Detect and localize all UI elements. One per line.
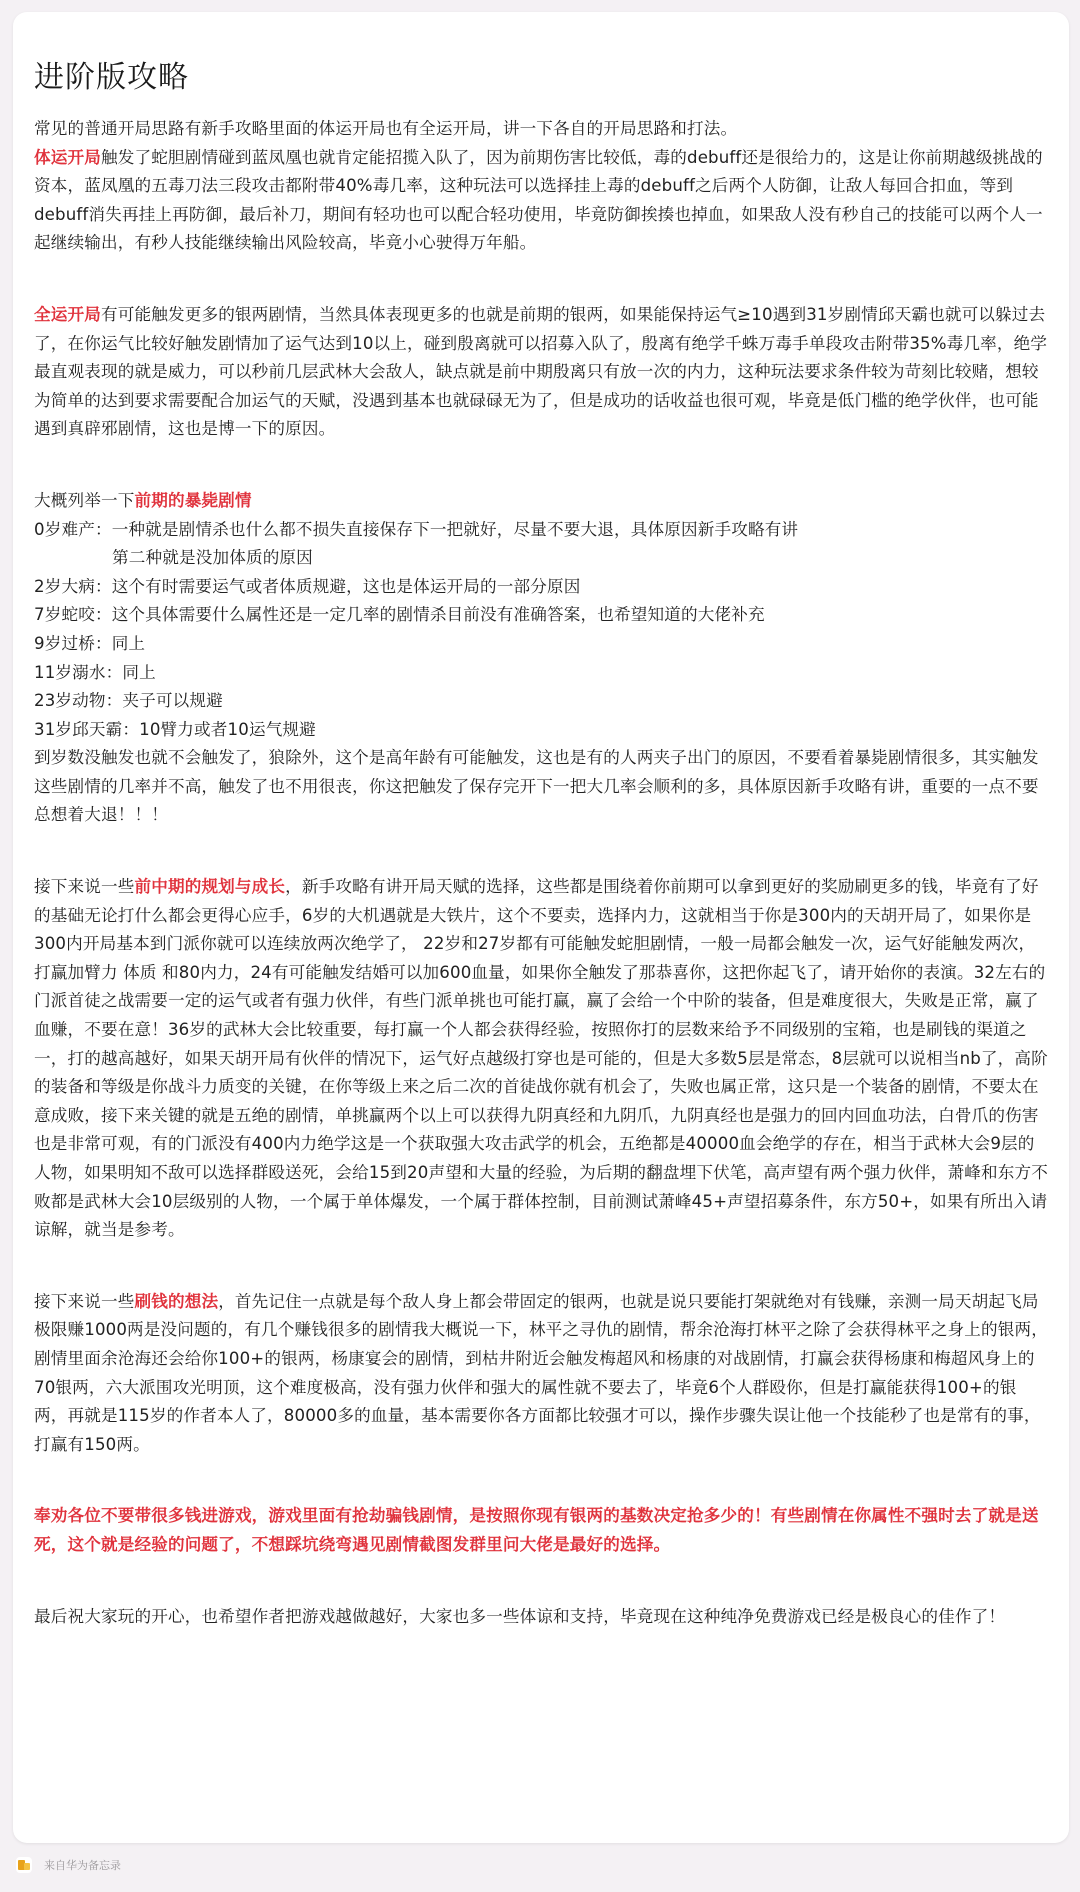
event-item [34,659,1049,688]
tiyun-text: 触发了蛇胆剧情碰到蓝凤凰也就肯定能招揽入队了，因为前期伤害比较低，毒的debuff还是很给力的，这是让你前期越级挑战的资本，蓝凤凰的五毒刀法三段攻击都附带40%毒几率，这种玩法可以选择挂上毒的debuff之后两个人防御，让敌人每回合扣血，等到debuff消失再挂上再防御，最后补刀，期间有轻功也可以配合轻功使用，毕竟防御挨揍也掉血，如果敌人没有秒自己的技能可以两个人一起继续输出，有秒人技能继续输出风险较高，毕竟小心驶得万年船。 [34,147,1043,253]
event-label: 23岁动物： [34,691,123,711]
source-footer [16,1853,121,1877]
growth-lead: 接下来说一些 [34,877,135,897]
money-lead: 接下来说一些 [34,1291,135,1311]
warning-paragraph: 奉劝各位不要带很多钱进游戏，游戏里面有抢劫骗钱剧情，是按照你现有银两的基数决定抢多少的！有些剧情在你属性不强时去了就是送死，这个就是经验的问题了，不想踩坑绕弯遇见剧情截图发群里问大佬是最好的选择。 [34,1506,1039,1554]
growth-text: ，新手攻略有讲开局天赋的选择，这些都是围绕着你前期可以拿到更好的奖励刷更多的钱，毕竟有了好的基础无论打什么都会更得心应手，6岁的大机遇就是大铁片，这个不要卖，选择内力，这就相当于你是300内的天胡开局了，如果你是300内开局基本到门派你就可以连续放两次绝学了， 22岁和27岁都有可能触发蛇胆剧情，一般一局都会触发一次，运气好能触发两次，打赢加臂力 体质 和80内力，24有可能触发结婚可以加600血量，如果你全触发了那恭喜你，这把你起飞了，请开始你的表演。32左右的门派首徒之战需要一定的运气或者有强力伙伴，有些门派单挑也可能打赢，赢了会给一个中阶的装备，但是难度很大，失败是正常，赢了血赚，不要在意！36岁的武林大会比较重要，每打赢一个人都会获得经验，按照你打的层数来给予不同级别的宝箱，也是刷钱的渠道之一，打的越高越好，如果天胡开局有伙伴的情况下，运气好点越级打穿也是可能的，但是大多数5层是常态，8层就可以说相当nb了，高阶的装备和等级是你战斗力质变的关键，在你等级上来之后二次的首徒战你就有机会了，失败也属正常，这只是一个装备的剧情，不要太在意成败，接下来关键的就是五绝的剧情，单挑赢两个以上可以获得九阴真经和九阴爪，九阴真经也是强力的回内回血功法，白骨爪的伤害也是非常可观，有的门派没有400内力绝学这是一个获取强大攻击武学的机会，五绝都是40000血会绝学的存在，相当于武林大会9层的人物，如果明知不敌可以选择群殴送死，会给15到20声望和大量的经验，为后期的翻盘埋下伏笔，高声望有两个强力伙伴，萧峰和东方不败都是武林大会10层级别的人物，一个属于单体爆发，一个属于群体控制，目前测试萧峰45+声望招募条件，东方50+，如果有所出入请谅解，就当是参考。 [34,877,1048,1240]
event-item [34,630,1049,659]
event-text: 第二种就是没加体质的原因 [112,548,313,568]
event-label: 9岁过桥： [34,633,112,653]
event-text: 同上 [122,662,156,682]
money-paragraph [34,1288,1049,1460]
money-text: ，首先记住一点就是每个敌人身上都会带固定的银两，也就是说只要能打架就绝对有钱赚，亲测一局天胡起飞局极限赚1000两是没问题的，有几个赚钱很多的剧情我大概说一下，林平之寻仇的剧情，帮余沧海打林平之除了会获得林平之身上的银两，剧情里面余沧海还会给你100+的银两，杨康宴会的剧情，到枯井附近会触发梅超风和杨康的对战剧情，打赢会获得杨康和梅超风身上的70银两，六大派围攻光明顶，这个难度极高，没有强力伙伴和强大的属性就不要去了，毕竟6个人群殴你，但是打赢能获得100+的银两，再就是115岁的作者本人了，80000多的血量，基本需要你各方面都比较强才可以，操作步骤失误让他一个技能秒了也是常有的事，打赢有150两。 [34,1291,1048,1454]
note-body [34,115,1049,1631]
event-text: 一种就是剧情杀也什么都不损失直接保存下一把就好，尽量不要大退，具体原因新手攻略有讲 [111,519,799,539]
events-heading [34,487,1049,516]
event-text: 10臂力或者10运气规避 [139,719,316,739]
money-highlight: 刷钱的想法 [134,1291,219,1311]
event-text: 这个具体需要什么属性还是一定几率的剧情杀目前没有准确答案，也希望知道的大佬补充 [111,605,765,625]
event-label: 0岁难产： [34,519,112,539]
huawei-notes-icon [16,1857,32,1873]
note-card [13,12,1069,1843]
quanyun-highlight: 全运开局 [34,304,101,324]
note-title: 进阶版攻略 [34,60,189,95]
events-highlight: 前期的暴毙剧情 [134,490,252,510]
event-text: 这个有时需要运气或者体质规避，这也是体运开局的一部分原因 [111,576,581,596]
event-item [34,544,1049,573]
tiyun-paragraph [34,144,1049,258]
event-label: 2岁大病： [34,576,112,596]
growth-paragraph [34,873,1049,1245]
source-label: 来自华为备忘录 [44,1859,121,1872]
closing-paragraph: 最后祝大家玩的开心，也希望作者把游戏越做越好，大家也多一些体谅和支持，毕竟现在这种纯净免费游戏已经是极良心的佳作了！ [34,1606,1006,1626]
intro-paragraph: 常见的普通开局思路有新手攻略里面的体运开局也有全运开局，讲一下各自的开局思路和打法。 [34,119,738,138]
quanyun-paragraph [34,301,1049,444]
event-item [34,516,1049,545]
event-item [34,687,1049,716]
event-label: 31岁邱天霸： [34,719,140,739]
event-label: 11岁溺水： [34,662,123,682]
events-closing: 到岁数没触发也就不会触发了，狼除外，这个是高年龄有可能触发，这也是有的人两夹子出门的原因，不要看着暴毙剧情很多，其实触发这些剧情的几率并不高，触发了也不用很丧，你这把触发了保存完开下一把大几率会顺利的多，具体原因新手攻略有讲，重要的一点不要总想着大退！！！ [34,748,1039,825]
event-item [34,573,1049,602]
event-item [34,716,1049,745]
event-text: 同上 [111,633,146,653]
quanyun-text: 有可能触发更多的银两剧情，当然具体表现更多的也就是前期的银两，如果能保持运气≥10遇到31岁剧情邱天霸也就可以躲过去了，在你运气比较好触发剧情加了运气达到10以上，碰到殷离就可以招募入队了，殷离有绝学千蛛万毒手单段攻击附带35%毒几率，绝学最直观表现的就是威力，可以秒前几层武林大会敌人，缺点就是前中期殷离只有放一次的内力，这种玩法要求条件较为苛刻比较赌，想较为简单的达到要求需要配合加运气的天赋，没遇到基本也就碌碌无为了，但是成功的话收益也很可观，毕竟是低门槛的绝学伙伴，也可能遇到真辟邪剧情，这也是博一下的原因。 [34,304,1048,439]
event-label: 7岁蛇咬： [34,605,112,625]
tiyun-highlight: 体运开局 [34,147,101,167]
event-text: 夹子可以规避 [122,691,223,711]
growth-highlight: 前中期的规划与成长 [134,877,286,897]
event-item [34,601,1049,630]
events-lead: 大概列举一下 [34,490,135,510]
